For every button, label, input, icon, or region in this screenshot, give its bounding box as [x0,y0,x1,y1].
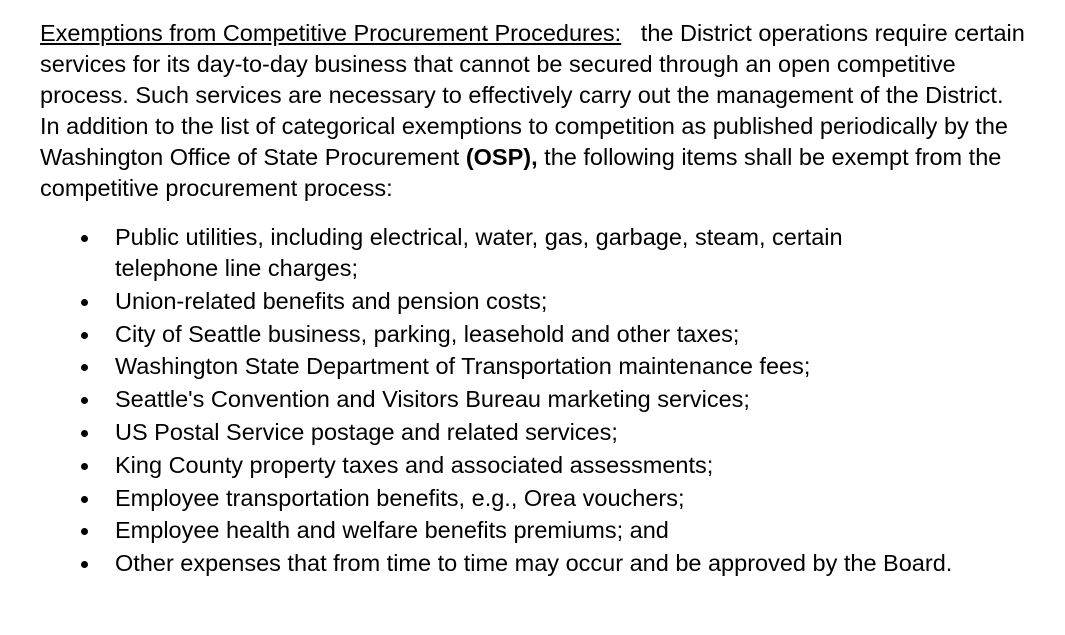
list-item [40,319,1025,350]
list-item [40,548,1025,579]
intro-paragraph [40,18,1025,204]
intro-text: the District operations require certain services for its day-to-day business that cannot be secured through an open competitive process. Such services are necessary to effectively carry out the management of the District. In addition to the list of categorical exemptions to competition as published periodically by the Washington Office of State Procurement [40,20,1025,170]
list-item [40,515,1025,546]
list-item [40,384,1025,415]
bullet-icon [81,561,88,568]
bullet-icon [81,397,88,404]
list-item [40,222,1025,284]
osp-acronym: (OSP), [465,144,538,170]
list-item-text: Seattle's Convention and Visitors Bureau marketing services; [115,386,750,413]
list-item [40,483,1025,514]
bullet-icon [81,496,88,503]
bullet-icon [81,332,88,339]
bullet-icon [81,299,88,306]
section-heading: Exemptions from Competitive Procurement Procedures: [40,20,622,46]
bullet-icon [81,463,88,470]
bullet-icon [81,430,88,437]
list-item [40,450,1025,481]
bullet-icon [81,364,88,371]
list-item [40,417,1025,448]
list-item-text: Washington State Department of Transportation maintenance fees; [115,353,811,380]
list-item-text: City of Seattle business, parking, leasehold and other taxes; [115,320,740,347]
list-item-text: King County property taxes and associated assessments; [115,451,714,478]
intro-text-continued: the following items shall be exempt from the competitive procurement process: [40,144,1002,201]
list-item-text: US Postal Service postage and related services; [115,418,618,445]
list-item [40,286,1025,317]
list-item-text: Employee health and welfare benefits premiums; and [115,517,669,544]
list-item-text: Other expenses that from time to time may occur and be approved by the Board. [115,550,953,577]
list-item-text: Union-related benefits and pension costs; [115,287,548,314]
list-item-text: Public utilities, including electrical, water, gas, garbage, steam, certain telephone line charges; [115,224,843,281]
exemptions-list [40,222,1025,581]
list-item [40,351,1025,382]
bullet-icon [81,235,88,242]
bullet-icon [81,528,88,535]
list-item-text: Employee transportation benefits, e.g., Orea vouchers; [115,484,685,511]
